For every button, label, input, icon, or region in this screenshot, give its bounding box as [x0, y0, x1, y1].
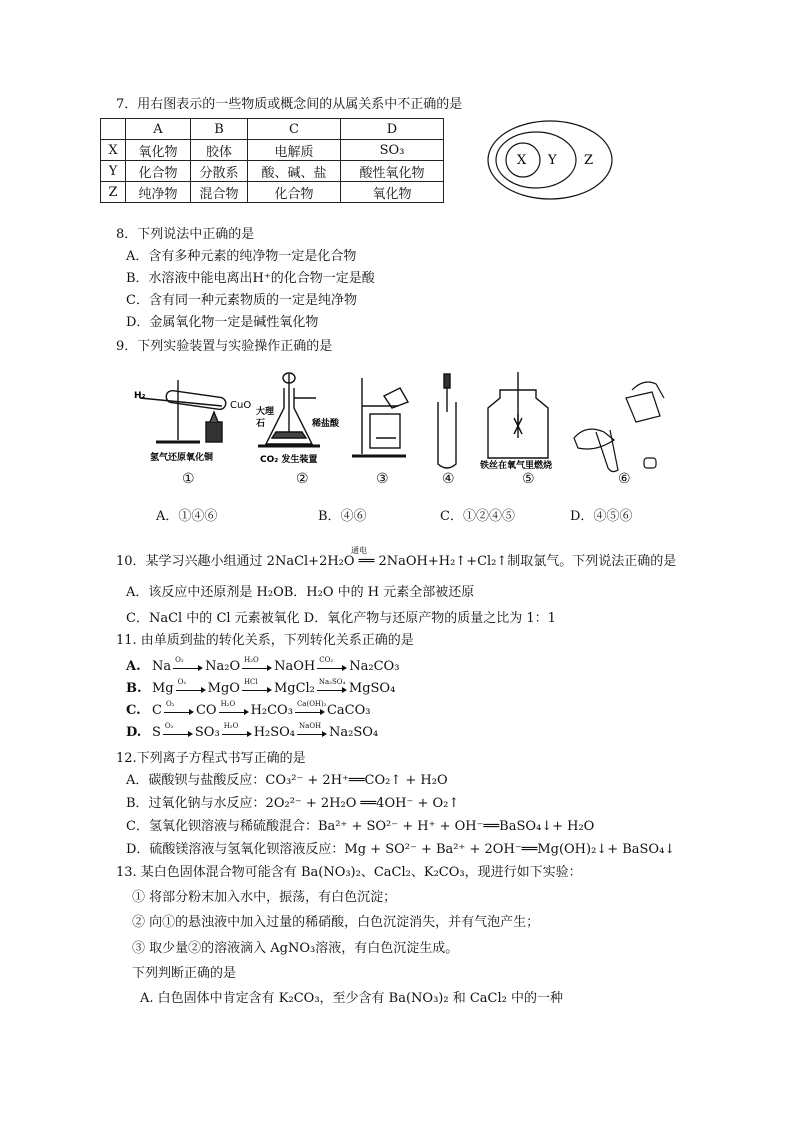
- q11-option-row: [126, 724, 378, 742]
- option-label: A.: [126, 659, 141, 674]
- reagent-label: Na₂SO₄: [318, 678, 346, 686]
- number-2: ②: [296, 471, 309, 487]
- q7-stem: 7．用右图表示的一些物质或概念间的从属关系中不正确的是: [116, 97, 463, 112]
- arrow-head-icon: [320, 709, 325, 715]
- reagent-label: H₂O: [220, 700, 236, 708]
- q9-option-c: C．①②④⑤: [440, 509, 515, 524]
- reagent-label: Ca(OH)₂: [296, 700, 327, 708]
- reaction-arrow: [240, 658, 274, 676]
- reaction-arrow: [162, 702, 196, 720]
- caption-2: CO₂ 发生装置: [260, 455, 318, 465]
- arrow-head-icon: [188, 731, 193, 737]
- q8-stem: 8．下列说法中正确的是: [116, 227, 255, 242]
- caption-1: 氢气还原氧化铜: [150, 453, 214, 463]
- arrow-head-icon: [322, 731, 327, 737]
- q13-judge: 下列判断正确的是: [132, 966, 237, 981]
- caption-5: 铁丝在氧气里燃烧: [480, 461, 553, 471]
- label-dalishi-1: 大理: [256, 407, 275, 417]
- venn-label-z: Z: [584, 153, 594, 168]
- reaction-arrow: [161, 724, 195, 742]
- venn-label-y: Y: [548, 153, 557, 168]
- q12-stem: 12.下列离子方程式书写正确的是: [116, 751, 306, 766]
- apparatus-1: [140, 380, 227, 442]
- species: H₂SO₄: [253, 725, 296, 740]
- reaction-arrow: [217, 702, 251, 720]
- reagent-label: H₂O: [223, 722, 239, 730]
- label-dalishi-2: 石: [256, 419, 266, 429]
- arrow-head-icon: [189, 709, 194, 715]
- table-cell: 电解质: [248, 140, 341, 161]
- arrow-shaft: [163, 734, 191, 735]
- species: MgCl₂: [273, 681, 315, 696]
- table-cell: 分散系: [191, 161, 248, 182]
- species: MgO: [207, 681, 240, 696]
- arrow-head-icon: [244, 709, 249, 715]
- table-cell: 纯净物: [126, 182, 191, 203]
- table-cell: 胶体: [191, 140, 248, 161]
- apparatus-3: [352, 378, 408, 456]
- arrow-shaft: [219, 712, 247, 713]
- table-row: [101, 140, 444, 161]
- species: H₂CO₃: [250, 703, 293, 718]
- label-cuo: CuO: [230, 400, 252, 411]
- table-cell: 酸、碱、盐: [248, 161, 341, 182]
- table-row: [101, 161, 444, 182]
- q11-stem: 11. 由单质到盐的转化关系，下列转化关系正确的是: [116, 633, 414, 648]
- venn-label-x: X: [517, 153, 527, 168]
- q7-table: [100, 118, 444, 203]
- q13-step-3: ③ 取少量②的溶液滴入 AgNO₃溶液，有白色沉淀生成。: [132, 941, 459, 956]
- apparatus-4: [438, 374, 456, 468]
- q10-stem: 10．某学习兴趣小组通过 2NaCl+2H₂O ══ 2NaOH+H₂↑+Cl₂↑制取氯气。下列说法正确的是: [116, 554, 677, 569]
- q10-option-ab: A．该反应中还原剂是 H₂OB．H₂O 中的 H 元素全部被还原: [126, 585, 475, 600]
- table-cell: C: [248, 119, 341, 140]
- table-cell: SO₃: [341, 140, 444, 161]
- species: NaOH: [274, 659, 316, 674]
- species: MgSO₄: [348, 681, 396, 696]
- reagent-label: NaOH: [299, 722, 322, 730]
- arrow-shaft: [222, 734, 250, 735]
- reaction-arrow: [240, 680, 274, 698]
- number-6: ⑥: [618, 471, 631, 487]
- table-cell: 氧化物: [126, 140, 191, 161]
- q13-step-2: ② 向①的悬浊液中加入过量的稀硝酸，白色沉淀消失，并有气泡产生；: [132, 915, 540, 930]
- arrow-head-icon: [342, 687, 347, 693]
- apparatus-6: [574, 382, 664, 472]
- number-3: ③: [376, 471, 389, 487]
- arrow-shaft: [173, 668, 201, 669]
- species: C: [152, 703, 162, 718]
- number-1: ①: [182, 471, 195, 487]
- reagent-label: O₂: [177, 678, 187, 686]
- reaction-arrow: [315, 680, 349, 698]
- species: Na₂CO₃: [349, 659, 400, 674]
- q10-option-cd: C．NaCl 中的 Cl 元素被氧化 D．氧化产物与还原产物的质量之比为 1：1: [126, 611, 556, 626]
- reaction-arrow: [174, 680, 208, 698]
- q12-option-c: C．氢氧化钡溶液与稀硫酸混合：Ba²⁺ + SO²⁻ + H⁺ + OH⁻══BaSO₄↓+ H₂O: [126, 819, 595, 834]
- table-cell: Y: [101, 161, 126, 182]
- arrow-shaft: [317, 668, 345, 669]
- q13-step-1: ① 将部分粉末加入水中，振荡，有白色沉淀；: [132, 890, 397, 905]
- species: Mg: [152, 681, 174, 696]
- table-cell: 混合物: [191, 182, 248, 203]
- number-4: ④: [442, 471, 455, 487]
- q10-condition: 通电: [351, 546, 367, 555]
- species: Na: [152, 659, 172, 674]
- table-cell: 氧化物: [341, 182, 444, 203]
- q8-option-a: A．含有多种元素的纯净物一定是化合物: [126, 249, 357, 264]
- arrow-shaft: [297, 734, 325, 735]
- q13-option-a: A. 白色固体中肯定含有 K₂CO₃，至少含有 Ba(NO₃)₂ 和 CaCl₂ 中的一种: [140, 991, 563, 1006]
- q11-option-row: [126, 658, 399, 676]
- table-cell: 化合物: [248, 182, 341, 203]
- reagent-label: H₂O: [244, 656, 259, 664]
- q8-option-d: D．金属氧化物一定是碱性氧化物: [126, 315, 319, 330]
- q9-apparatus-figure: [126, 368, 676, 498]
- number-5: ⑤: [522, 471, 535, 487]
- table-row: [101, 182, 444, 203]
- arrow-head-icon: [201, 687, 206, 693]
- species: Na₂O: [205, 659, 241, 674]
- reagent-label: O₂: [165, 700, 175, 708]
- table-cell: X: [101, 140, 126, 161]
- q13-stem: 13. 某白色固体混合物可能含有 Ba(NO₃)₂、CaCl₂、K₂CO₃，现进行如下实验：: [116, 865, 582, 880]
- table-cell: [101, 119, 126, 140]
- q12-option-d: D．硫酸镁溶液与氢氧化钡溶液反应：Mg + SO²⁻ + Ba²⁺ + 2OH⁻══Mg(OH)₂↓+ BaSO₄↓: [126, 842, 676, 857]
- arrow-head-icon: [342, 665, 347, 671]
- arrow-shaft: [242, 668, 270, 669]
- q11-option-row: [126, 680, 395, 698]
- q9-option-d: D．④⑤⑥: [570, 509, 633, 524]
- reagent-label: HCl: [243, 678, 258, 686]
- arrow-shaft: [242, 690, 270, 691]
- table-cell: A: [126, 119, 191, 140]
- species: Na₂SO₄: [329, 725, 379, 740]
- q12-option-b: B．过氧化钠与水反应：2O₂²⁻ + 2H₂O ══4OH⁻ + O₂↑: [126, 796, 460, 811]
- venn-diagram: [486, 118, 616, 202]
- option-label: C.: [126, 703, 141, 718]
- table-cell: 化合物: [126, 161, 191, 182]
- q9-option-a: A．①④⑥: [156, 509, 218, 524]
- arrow-shaft: [176, 690, 204, 691]
- arrow-head-icon: [247, 731, 252, 737]
- reaction-arrow: [315, 658, 349, 676]
- table-header-row: [101, 119, 444, 140]
- reaction-arrow: [295, 724, 329, 742]
- table-cell: 酸性氧化物: [341, 161, 444, 182]
- q9-option-b: B．④⑥: [318, 509, 367, 524]
- q8-option-b: B．水溶液中能电离出H⁺的化合物一定是酸: [126, 271, 375, 286]
- apparatus-5: [488, 372, 548, 458]
- arrow-head-icon: [267, 687, 272, 693]
- arrow-head-icon: [198, 665, 203, 671]
- arrow-shaft: [317, 690, 345, 691]
- species: SO₃: [194, 725, 220, 740]
- reagent-label: O₂: [175, 656, 184, 664]
- label-h2: H₂: [134, 391, 146, 401]
- q11-option-row: [126, 702, 370, 720]
- species: S: [152, 725, 161, 740]
- table-cell: Z: [101, 182, 126, 203]
- table-cell: B: [191, 119, 248, 140]
- reaction-arrow: [220, 724, 254, 742]
- label-xiyansuan: 稀盐酸: [312, 419, 340, 429]
- reagent-label: O₂: [164, 722, 174, 730]
- reagent-label: CO₂: [319, 656, 334, 664]
- species: CO: [195, 703, 217, 718]
- reaction-arrow: [293, 702, 327, 720]
- option-label: D.: [126, 725, 142, 740]
- option-label: B.: [126, 681, 142, 696]
- table-cell: D: [341, 119, 444, 140]
- arrow-shaft: [164, 712, 192, 713]
- q12-option-a: A．碳酸钡与盐酸反应：CO₃²⁻ + 2H⁺══CO₂↑ + H₂O: [126, 773, 448, 788]
- arrow-head-icon: [267, 665, 272, 671]
- arrow-shaft: [295, 712, 323, 713]
- species: CaCO₃: [326, 703, 371, 718]
- reaction-arrow: [171, 658, 205, 676]
- q8-option-c: C．含有同一种元素物质的一定是纯净物: [126, 293, 357, 308]
- q9-stem: 9．下列实验装置与实验操作正确的是: [116, 339, 333, 354]
